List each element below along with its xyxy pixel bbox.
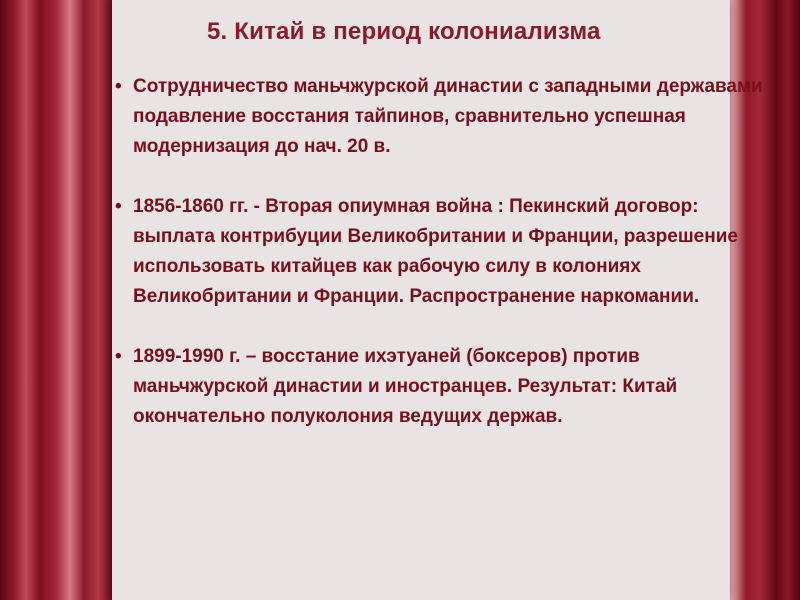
left-curtain-decoration xyxy=(0,0,120,600)
slide-title: 5. Китай в период колониализма xyxy=(207,18,601,45)
slide-content xyxy=(115,72,770,432)
bullet-text: 1899-1990 г. – восстание ихэтуаней (боксеров) против маньчжурской династии и иностранцев. Результат: Китай окончательно полуколония ведущих держав. xyxy=(133,346,678,427)
bullet-marker: • xyxy=(115,196,122,217)
bullet-marker: • xyxy=(115,76,122,97)
bullet-item xyxy=(115,342,770,432)
bullet-text: 1856-1860 гг. - Вторая опиумная война : Пекинский договор: выплата контрибуции Великобритании и Франции, разрешение использовать китайцев как рабочую силу в колониях Великобритании и Франции. Распространение наркомании. xyxy=(133,196,738,307)
bullet-item xyxy=(115,72,770,162)
bullet-text: Сотрудничество маньчжурской династии с западными державами подавление восстания тайпинов, сравнительно успешная модернизация до нач. 20 в. xyxy=(133,76,763,157)
bullet-item xyxy=(115,192,770,312)
bullet-marker: • xyxy=(115,346,122,367)
